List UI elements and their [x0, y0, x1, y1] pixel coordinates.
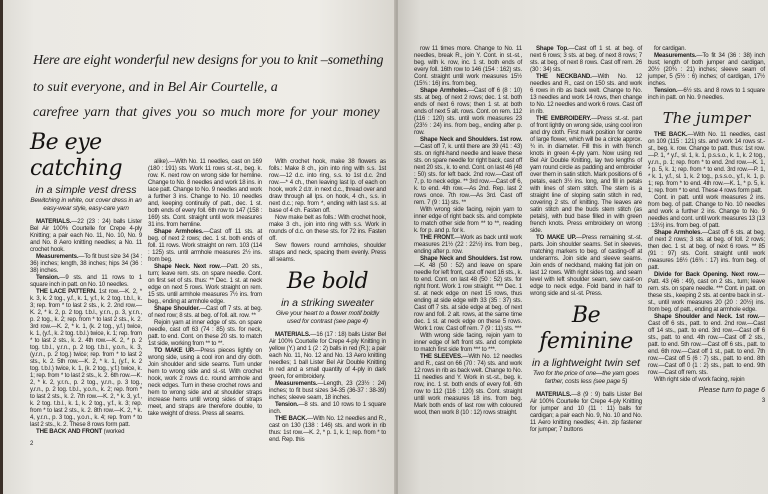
paragraph-text: —Cast off 6 sts. at beg. of next 2 rows; 3 sts. at beg. of foll. 2 rows; then dec. 1 st. at beg. of next 6 rows. ** 85 (91 : 97) sts. Cont. straight until work measures 16½ (16¾ : 17) ins. from beg. of patt.: [648, 229, 766, 271]
pattern-paragraph: [414, 206, 522, 234]
paragraph-heading: Divide for Back Opening. Next row.: [654, 271, 760, 278]
pattern-paragraph: [530, 391, 642, 433]
pattern-paragraph: [269, 401, 386, 415]
pattern-paragraph: [269, 158, 386, 214]
paragraph-text: With crochet hook, make 38 flowers as folls.: Make 8 ch., join into ring with s.s. 1st row.—12 d.c. into ring, s.s. to 1st d.c. 2nd row.—* 4 ch., then leaving last lp. of each on hook, work 2 d.tr. in next d.c., thread over and draw through all lps. on hook, 4 ch., s.s. in next d.c.; rep. from *, ending with last s.s. at base of 4 ch. Fasten off.: [269, 158, 386, 214]
pattern-paragraph: [530, 234, 642, 297]
paragraph-heading: Shape Neck and Shoulders. 1st row.: [420, 255, 522, 262]
paragraph-text: —Press remaining st.-st. parts. Join shoulder seams. Set in sleeves, matching markers to beg. of casting-off at underarms. Join side and sleeve seams. Join ends of neckband, making flat join on last 12 rows. With right sides tog. and seam level with left shoulder seam, sew cast-on edge to neck edge. Fold band in half to wrong side and sl.-st. Press.: [530, 234, 642, 297]
paragraph-text: —With No. 12 needles and R., cast on 150 sts. and work 6 rows in rib as back welt. Change to No. 13 needles and work 14 rows, then change to No. 12 needles and work 6 rows. Cast off in rib.: [530, 73, 642, 115]
section-subtitle: in a striking sweater: [281, 297, 374, 309]
paragraph-heading: MATERIALS.: [36, 218, 72, 225]
paragraph-text: 1st row.—K. 2, * k. 3, k. 2 tog., y.f., k. 1, y.f., k. 2 tog. t.b.l., k. 3; rep. from * to last 2 sts., k. 2. 2nd row.—K. 2, * k. 2, p. 2 tog. t.b.l., y.r.n., p. 3, y.r.n., p. 2 tog., k. 2; rep. from * to last 2 sts., k. 2. 3rd row.—K. 2, * k. 1, (k. 2 tog., y.f.) twice, k. 1, (y.f., k. 2 tog. t.b.l.) twice, k. 1; rep. from * to last 2 sts., k. 2. 4th row.—K. 2, * p. 2 tog. t.b.l., y.r.n., p. 2 tog. t.b.l., y.o.n., k. 3, (y.r.n., p. 2 tog.) twice; rep. from * to last 2 sts., k. 2. 5th row.—K. 2, * k. 1, (y.f., k. 2 tog. t.b.l.) twice, k. 1, (k. 2 tog., y.f.) twice, k. 1; rep. from * to last 2 sts., k. 2. 6th row.—K. 2, * k. 2, y.r.n., p. 2 tog., y.r.n., p. 3 tog., y.r.n., p. 2 tog. t.b.l., y.o.n., k. 2; rep. from * to last 2 sts., k. 2. 7th row.—K. 2, * k. 3, y.f., k. 2 tog. t.b.l., k. 1, k. 2 tog., y.f., k. 3; rep. from * to last 2 sts., k. 2. 8th row.—K. 2, * k. 4, y.r.n., p. 3 tog., y.o.n., k. 4; rep. from * to last 2 sts., k. 2. These 8 rows form patt.: [30, 288, 143, 428]
pattern-paragraph: [648, 229, 765, 271]
intro-line-2: to suit everyone, and in Bel Air Courtelle, a: [33, 80, 278, 95]
paragraph-text: —Press pieces lightly on wrong side, using a cool iron and dry cloth. Join shoulder and side seams. Turn under hem to wrong side and sl.-st. With crochet hook, work 2 rows d.c. round armhole and neck edges. Turn in these crochet rows and hem to wrong side and at shoulder straps increase hems until wrong sides of straps meet, and straps are therefore double, to take weight of dress. Press all seams.: [148, 347, 262, 417]
page-number-left: 2: [30, 441, 34, 447]
left-column-3: [269, 158, 386, 443]
paragraph-text: —Length, 23 (23½ : 24) inches; to fit bust sizes 34-35 (36-37 : 38-39) inches; sleeve seam, 18 inches.: [269, 380, 386, 401]
paragraph-heading: THE BACK AND FRONT: [36, 428, 103, 435]
paragraph-text: row 11 times more. Change to No. 11 needles, break R., join Y. Cont. in st.-st., beg. with k. row, inc. 1 st. both ends of every foll. 16th row to 146 (154 : 162) sts. Cont. straight until work measures 15½ (15¾ : 16) ins. from beg.: [414, 45, 522, 87]
paragraph-heading: THE FRONT.: [420, 234, 455, 241]
paragraph-text: —22 (23 : 24) balls Lister Bel Air 100% Courtelle for Crepe 4-ply Knitting; a pair each No. 11, No. 10, No. 9 and No. 8 Aero knitting needles; a No. 11 crochet hook.: [30, 218, 142, 253]
pattern-paragraph: [648, 313, 765, 376]
page-number-right: 3: [761, 398, 765, 404]
left-magazine-page: [3, 0, 396, 494]
pattern-paragraph: [30, 428, 142, 435]
section-title: Be bold: [286, 269, 369, 294]
paragraph-heading: Shape Shoulder.: [154, 305, 200, 312]
continued-note: Please turn to page 6: [698, 387, 765, 394]
paragraph-text: (worked: [102, 428, 125, 435]
paragraph-heading: Shape Armholes.: [654, 229, 702, 236]
paragraph-heading: Measurements.: [36, 253, 79, 260]
paragraph-text: —16 (17 : 18) balls Lister Bel Air 100% Courtelle for Crepe 4-ply Knitting in yellow (Y.) and 1 (2 : 2) balls in red (R.); a pair each No. 11, No. 12 and No. 13 Aero knitting needles; 1 ball Lister Bel Air Double Knitting in red and a small quantity of 4-ply in dark green, for embroidery.: [269, 331, 386, 380]
pattern-paragraph: [648, 131, 765, 194]
pattern-paragraph: [148, 228, 262, 263]
paragraph-heading: Measurements.: [654, 52, 697, 59]
pattern-paragraph: [30, 218, 142, 253]
paragraph-text: —6½ sts. and 8 rows to 1 square inch in patt. on No. 9 needles.: [648, 87, 765, 101]
paragraph-text: —To fit bust size 34 (34 : 36) inches; length, 38 inches; hips 34 (36 : 38) inches.: [30, 253, 142, 274]
paragraph-text: —8 sts. and 10 rows to 1 square inch.: [269, 401, 386, 415]
pattern-paragraph: [30, 274, 142, 288]
paragraph-heading: Tension.: [36, 274, 60, 281]
paragraph-text: —9 sts. and 11 rows to 1 square inch in patt. on No. 10 needles.: [30, 274, 142, 288]
pattern-paragraph: [148, 263, 262, 305]
paragraph-text: Cont. in patt. until work measures 2 ins. from beg. of patt. Change to No. 10 needles and work a further 2 ins. Change to No. 9 needles and cont. until work measures 13 (13 : 13½) ins. from beg. of patt.: [648, 194, 765, 229]
section-title: Be feminine: [539, 303, 633, 354]
left-column-1: [30, 130, 142, 448]
paragraph-heading: THE NECKBAND.: [536, 73, 592, 80]
paragraph-heading: Shape Shoulder and Neck. 1st row.: [654, 313, 760, 320]
pattern-paragraph: [148, 305, 262, 319]
paragraph-text: —Press st.-st. part of front lightly on wrong side, using cool iron and dry cloth. First mark position for centre of large flower, which will be a circle approx. ¾ in. in diameter. Fill this in with french knots in green 4-ply yarn. Now using red Bel Air Double Knitting, lay two lengths of yarn round circle as padding and embroider over them in satin stitch. Mark positions of 6 petals, each 3½ ins. long, and fill in petals with lines of stem stitch. The stem is a straight line of sloping satin stitch in red, covering 2 sts. of knitting. The leaves are satin stitch and the buds stem stitch (as petals), with bud base filled in with green french knots. Press embroidery on wrong side.: [530, 115, 642, 234]
subsection-title: The jumper: [662, 109, 751, 127]
pattern-paragraph: [269, 380, 386, 401]
pattern-paragraph: [648, 52, 765, 87]
pattern-paragraph: [269, 415, 386, 443]
paragraph-text: Sew flowers round armholes, shoulder straps and neck, spacing them evenly. Press all seams.: [269, 242, 386, 263]
paragraph-text: for cardigan.: [654, 45, 686, 52]
intro-line-3: carefree yarn that gives you so much more for your money: [33, 105, 380, 120]
section-description: Two for the price of one—the yarn goes farther, costs less (see page 5): [532, 370, 640, 385]
pattern-paragraph: [648, 376, 765, 383]
pattern-paragraph: [269, 331, 386, 380]
pattern-paragraph: [148, 319, 262, 347]
paragraph-heading: MATERIALS.: [275, 331, 311, 338]
paragraph-text: —8 (9 : 9) balls Lister Bel Air 100% Courtelle for Crepe 4-ply Knitting for jumper and 10 (11 : 11) balls for cardigan; a pair each No. 9, No. 10 and No. 11 Aero knitting needles; 4-in. zip fastener for jumper; 7 buttons: [530, 391, 642, 433]
pattern-paragraph: [148, 347, 262, 417]
pattern-paragraph: [414, 234, 522, 255]
pattern-paragraph: [414, 136, 522, 206]
left-column-2: [148, 158, 262, 417]
paragraph-text: —Work as back until work measures 21½ (22 : 22½) ins. from beg., ending after p. row.: [414, 234, 522, 255]
pattern-paragraph: [414, 255, 522, 332]
paragraph-heading: THE BACK.: [654, 131, 688, 138]
paragraph-text: —To fit 34 (36 : 38) inch bust; length of both jumper and cardigan, 20½ (20¾ : 21) inches; sleeve seam of jumper, 5 (5½ : 6) inches; of cardigan, 17½ inches.: [648, 52, 765, 87]
paragraph-heading: Measurements.: [275, 380, 318, 387]
pattern-paragraph: [269, 214, 386, 242]
pattern-paragraph: [414, 45, 522, 87]
pattern-paragraph: [414, 332, 522, 353]
paragraph-heading: THE SLEEVES.: [420, 353, 463, 360]
paragraph-heading: THE EMBROIDERY.: [536, 115, 592, 122]
paragraph-text: —With No. 12 needles and R., cast on 66 (70 : 74) sts. and work 12 rows in rib as back welt. Change to No. 11 needles and Y. Work in st.-st., beg. k. row, inc. 1 st. both ends of every foll. 6th row to 112 (116 : 120) sts. Cont. straight until work measures 18 ins. from beg. Mark both ends of last row with coloured wool, then work 8 (10 : 12) rows straight.: [414, 353, 522, 416]
pattern-paragraph: [148, 158, 262, 228]
section-subtitle: in a lightweight twin set: [532, 357, 640, 369]
paragraph-heading: Shape Top.: [536, 45, 569, 52]
right-column-2: [530, 45, 642, 433]
paragraph-text: —Cast off 6 (8 : 10) sts. at beg. of next 2 rows; dec. 1 st. both ends of next 6 rows; then 1 st. at both ends of next 5 alt. rows. Cont. on rem. 112 (116 : 120) sts. until work measures 23 (23½ : 24) ins. from beg., ending after p. row.: [414, 87, 522, 136]
section-title: Be eye catching: [30, 130, 123, 181]
right-column-3: [648, 45, 765, 405]
paragraph-heading: THE LACE PATTERN.: [36, 288, 97, 295]
paragraph-heading: MATERIALS.: [536, 391, 572, 398]
paragraph-heading: Shape Neck. Next row.: [154, 263, 221, 270]
right-column-1: [414, 45, 522, 416]
paragraph-text: —Cast off 7, k. until there are 39 (41 : 43) sts. on right-hand needle and leave these sts. on spare needle for right back, cast off next 20 sts., k. to end. Cont. on last 46 (48 : 50) sts. for left back. 2nd row.—Cast off 7, p. to neck edge. ** 3rd row.—Cast off 6, k. to end. 4th row.—As 2nd. Rep. last 2 rows once. 7th row.—As 3rd. Cast off rem. 7 (9 : 11) sts. **: [414, 143, 522, 206]
paragraph-text: —Patt. 43 (46 : 49), cast on 2 sts., turn; leave rem. sts. on spare needle. *** Cont. in patt. on these sts., keeping 2 sts. at centre back in st.-st., until work measures 20 (20 : 20½) ins. from beg. of patt., ending at armhole edge.: [648, 271, 765, 313]
pattern-paragraph: [648, 271, 765, 313]
paragraph-heading: TO MAKE UP.: [154, 347, 195, 354]
paragraph-text: —Patt. 20 sts., turn; leave rem. sts. on spare needle. Cont. on first set of sts. thus: ** Dec. 1 st. at neck edge on next 5 rows. Work straight on rem. 15 sts. until armhole measures 7½ ins. from beg., ending at armhole edge.: [148, 263, 262, 305]
pattern-paragraph: [648, 45, 765, 52]
paragraph-heading: TO MAKE UP.: [536, 234, 577, 241]
section-subtitle: in a simple vest dress: [35, 184, 137, 196]
paragraph-text: —With No. 11 needles, cast on 109 (115 : 121) sts. and work 14 rows st.-st., beg. k. row. Change to patt. thus: 1st row.—P. 1, * y.f., sl. 1, k. 1, p.s.s.o., k. 1, k. 2 tog., y.r.n., p. 1; rep. from * to end. 2nd row.—K. 1, * p. 5, k. 1; rep. from * to end. 3rd row.—P. 1, * k. 1, y.f., sl. 1, k. 2 tog., p.s.s.o., y.f., k. 1, p. 1; rep. from * to end. 4th row.—K. 1, * p. 5, k. 1; rep. from * to end. These 4 rows form patt.: [648, 131, 766, 194]
paragraph-text: —K. 48 (50 : 52) and leave on spare needle for left front, cast off next 16 sts., k. to end. Cont. on last 48 (50 : 52) sts. for right front. Work 1 row straight. *** Dec. 1 st. at neck edge on next 15 rows, thus ending at side edge with 33 (35 : 37) sts. Cast off 7 sts. at side edge at beg. of next row and foll. 2 alt. rows, at the same time dec. 1 st. at neck edge on these 5 rows. Work 1 row. Cast off rem. 7 (9 : 11) sts. ***: [414, 262, 522, 332]
pattern-paragraph: [530, 73, 642, 115]
pattern-paragraph: [530, 115, 642, 234]
pattern-paragraph: [269, 242, 386, 263]
paragraph-heading: Tension.: [275, 401, 299, 408]
pattern-paragraph: [648, 194, 765, 229]
paragraph-text: With wrong side facing, rejoin yarn to inner edge of left front sts. and complete to match first side from *** to ***.: [414, 332, 522, 353]
paragraph-text: —Cast off 1 st. at beg. of next 6 rows; 3 sts. at beg. of next 8 rows; 7 sts. at beg. of next 8 rows. Cast off rem. 26 (30 : 34) sts.: [530, 45, 642, 73]
intro-line-1: Here are eight wonderful new designs for you to knit –something: [33, 53, 384, 68]
right-magazine-page: [398, 0, 768, 494]
paragraph-text: With right side of work facing, rejoin: [654, 376, 745, 383]
paragraph-heading: THE BACK.: [275, 415, 308, 422]
pattern-paragraph: [414, 87, 522, 136]
pattern-paragraph: [648, 87, 765, 101]
pattern-paragraph: [30, 253, 142, 274]
paragraph-text: With wrong side facing, rejoin yarn to inner edge of right back sts. and complete to match other side from ** to **, reading k. for p. and p. for k.: [414, 206, 522, 234]
paragraph-text: —Cast off 11 sts. at beg. of next 2 rows; dec. 1 st. both ends of foll. 11 rows. Work straight on rem. 103 (114 : 125) sts. until armhole measures 2½ ins. from beg.: [148, 228, 262, 263]
paragraph-text: —Cast off 7 sts. at beg. of next row; 8 sts. at beg. of foll. alt. row. **: [148, 305, 262, 319]
paragraph-text: Now make belt as folls.: With crochet hook, make 3 ch., join into ring with s.s. Work in rounds of d.c. on these sts. for 72 ins. Fasten off.: [269, 214, 386, 242]
pattern-paragraph: [30, 288, 142, 428]
paragraph-heading: Shape Armholes.: [420, 87, 469, 94]
paragraph-text: alike).—With No. 11 needles, cast on 169 (180 : 191) sts. Work 11 rows st.-st., beg. k. row. K. next row on wrong side for hemline. Change to No. 8 needles and work 18 ins. in lace patt. Change to No. 9 needles and work a further 3 ins. Change to No. 10 needles and, keeping continuity of patt., dec. 1 st. both ends of every foll. 6th row to 147 (158 : 169) sts. Cont. straight until work measures 31 ins. from hemline.: [148, 158, 262, 228]
paragraph-heading: Tension.: [654, 87, 678, 94]
paragraph-heading: Shape Armholes.: [154, 228, 204, 235]
pattern-paragraph: [530, 45, 642, 73]
pattern-paragraph: [414, 353, 522, 416]
section-description: Bewitching in white, our cover dress in an easy-wear style, easy-care yarn: [30, 197, 142, 212]
paragraph-heading: Shape Neck and Shoulders. 1st row.: [420, 136, 522, 143]
paragraph-text: —With No. 12 needles and R., cast on 130 (138 : 146) sts. and work in rib thus: 1st row.—K. 2, * p. 1, k. 1; rep. from * to end. Rep. this: [269, 415, 387, 443]
paragraph-text: —Cast off 6 sts., patt. to end. 2nd row.—Cast off 14 sts., patt. to end. 3rd row.—Cast off 6 sts., patt. to end. 4th row.—Cast off 2 sts., patt. to end. 5th row.—Cast off 6 sts., patt. to end. 6th row.—Cast off 1 st., patt. to end. 7th row.—Cast off 5 (6 : 7) sts., patt. to end. 8th row.—Cast off 0 (1 : 2) sts., patt. to end. 9th row.—Cast off rem. sts.: [648, 313, 765, 376]
section-description: Give your heart to a flower motif boldly used for contrast (see page 4): [275, 310, 380, 325]
paragraph-text: Rejoin yarn at inner edge of sts. on spare needle, cast off 63 (74 : 85) sts. for neck, patt. to end. Cont. on these 20 sts. to match 1st side, working from ** to **.: [148, 319, 262, 347]
